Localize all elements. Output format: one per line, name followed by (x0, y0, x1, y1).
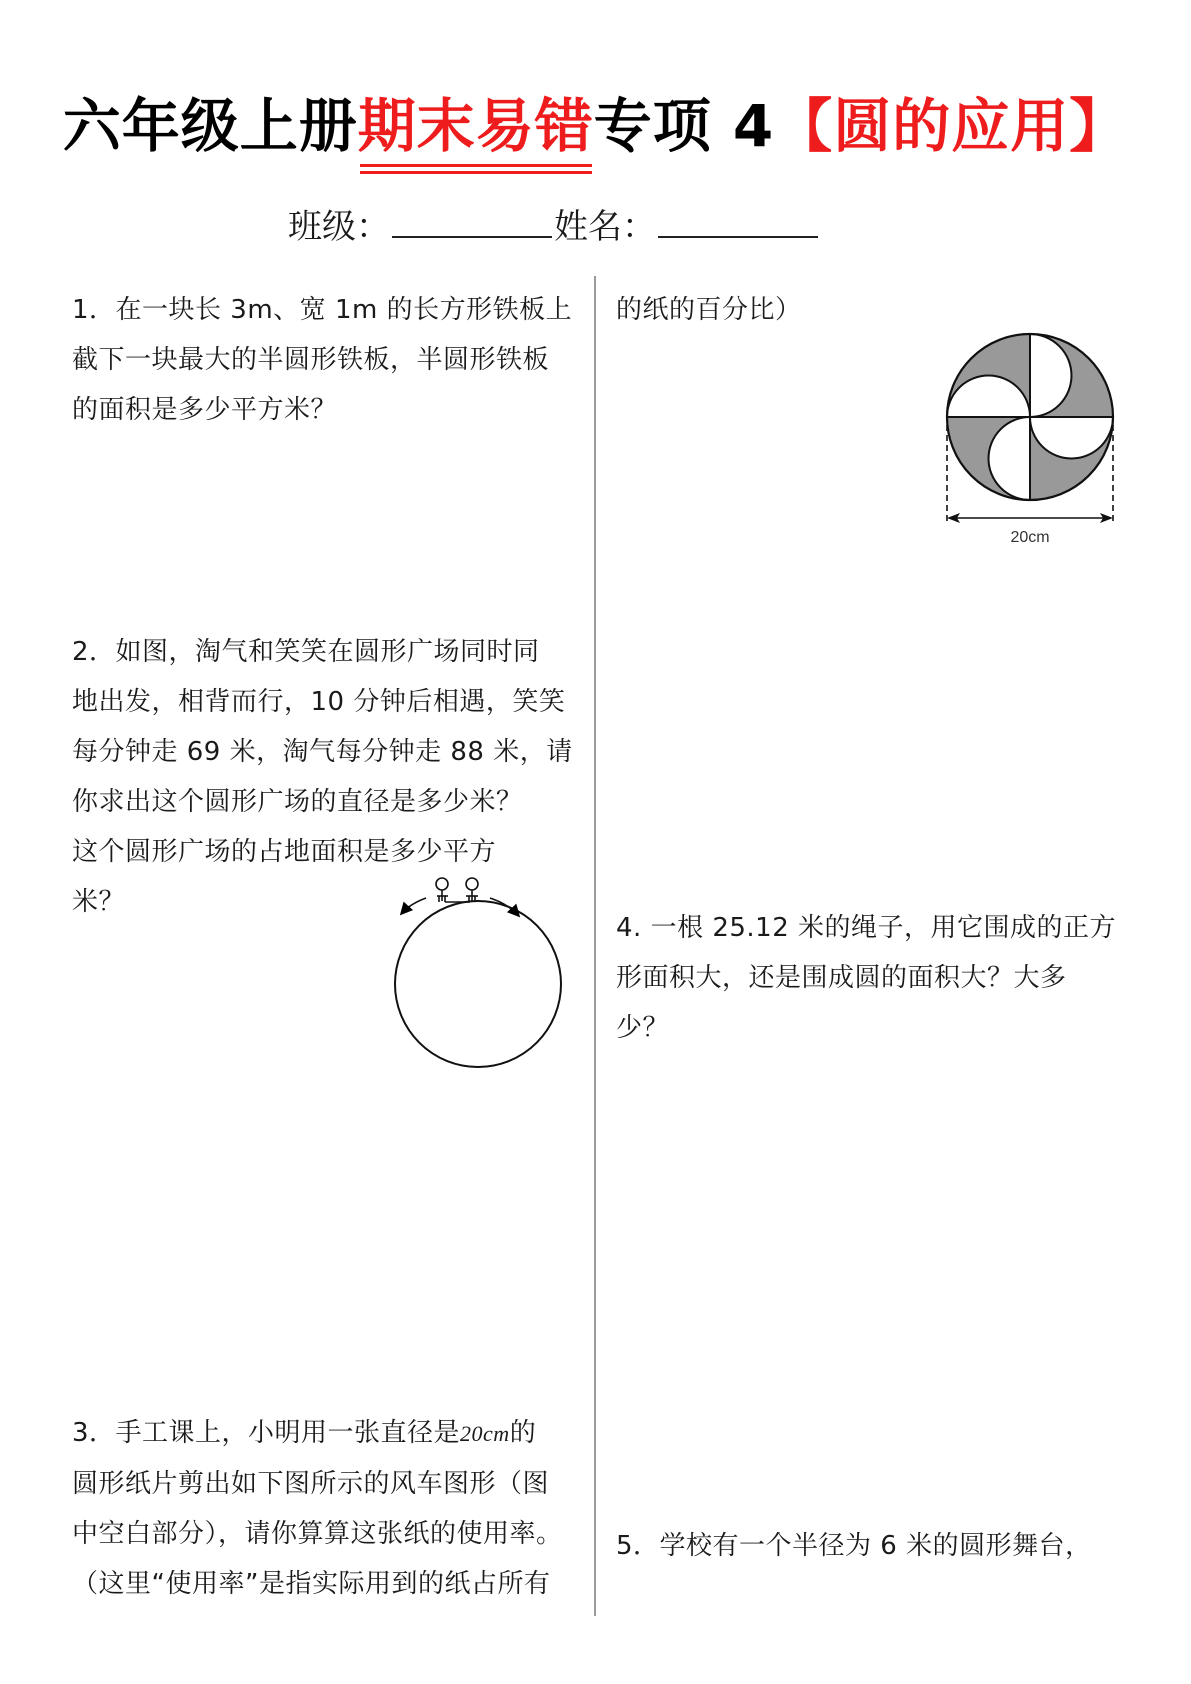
question-4 (616, 903, 1116, 1053)
question-line: 4. 一根 25.12 米的绳子，用它围成的正方 (616, 913, 1117, 943)
circle-plaza-figure (390, 872, 570, 1072)
question-line: （这里“使用率”是指实际用到的纸占所有 (72, 1569, 551, 1599)
question-line: 3．手工课上，小明用一张直径是20cm的 (72, 1418, 537, 1448)
question-line: 形面积大，还是围成圆的面积大？大多 (616, 963, 1067, 993)
question-line: 少？ (616, 1013, 670, 1043)
question-line: 中空白部分），请你算算这张纸的使用率。 (72, 1519, 563, 1549)
title-grade: 六年级上册 (62, 92, 358, 160)
name-blank[interactable] (658, 200, 818, 238)
title-topic: 【圆的应用】 (774, 92, 1129, 160)
column-divider (594, 276, 596, 1616)
question-line: 5．学校有一个半径为 6 米的圆形舞台， (616, 1531, 1092, 1561)
question-3-continued (616, 285, 802, 335)
question-1 (72, 285, 572, 435)
question-line: 的纸的百分比） (616, 295, 802, 325)
diameter-label: 20cm (1010, 529, 1050, 546)
title-highlight: 期末易错 (358, 86, 594, 166)
question-5 (616, 1521, 1092, 1571)
arrow-right-icon (490, 898, 518, 915)
question-line: 截下一块最大的半圆形铁板，半圆形铁板 (72, 345, 550, 375)
question-line: 2．如图，淘气和笑笑在圆形广场同时同 (72, 637, 540, 667)
title-series: 专项 4 (593, 92, 775, 160)
page-title (0, 86, 1191, 166)
question-line: 每分钟走 69 米，淘气每分钟走 88 米，请 (72, 737, 573, 767)
student-info (288, 200, 820, 252)
walker-icon (466, 878, 478, 902)
pinwheel-figure (935, 325, 1125, 550)
question-line: 圆形纸片剪出如下图所示的风车图形（图 (72, 1469, 550, 1499)
name-label: 姓名： (554, 207, 656, 247)
class-blank[interactable] (392, 200, 552, 238)
walker-icon (436, 878, 448, 902)
question-line: 这个圆形广场的占地面积是多少平方 (72, 837, 497, 867)
diameter-value: 20cm (460, 1421, 510, 1446)
question-line: 1．在一块长 3m、宽 1m 的长方形铁板上 (72, 295, 573, 325)
arrow-left-icon (402, 898, 426, 913)
question-line: 米？ (72, 887, 126, 917)
class-label: 班级： (288, 207, 390, 247)
question-line: 你求出这个圆形广场的直径是多少米？ (72, 787, 523, 817)
question-3 (72, 1408, 563, 1609)
question-line: 地出发，相背而行，10 分钟后相遇，笑笑 (72, 687, 566, 717)
question-line: 的面积是多少平方米？ (72, 395, 338, 425)
